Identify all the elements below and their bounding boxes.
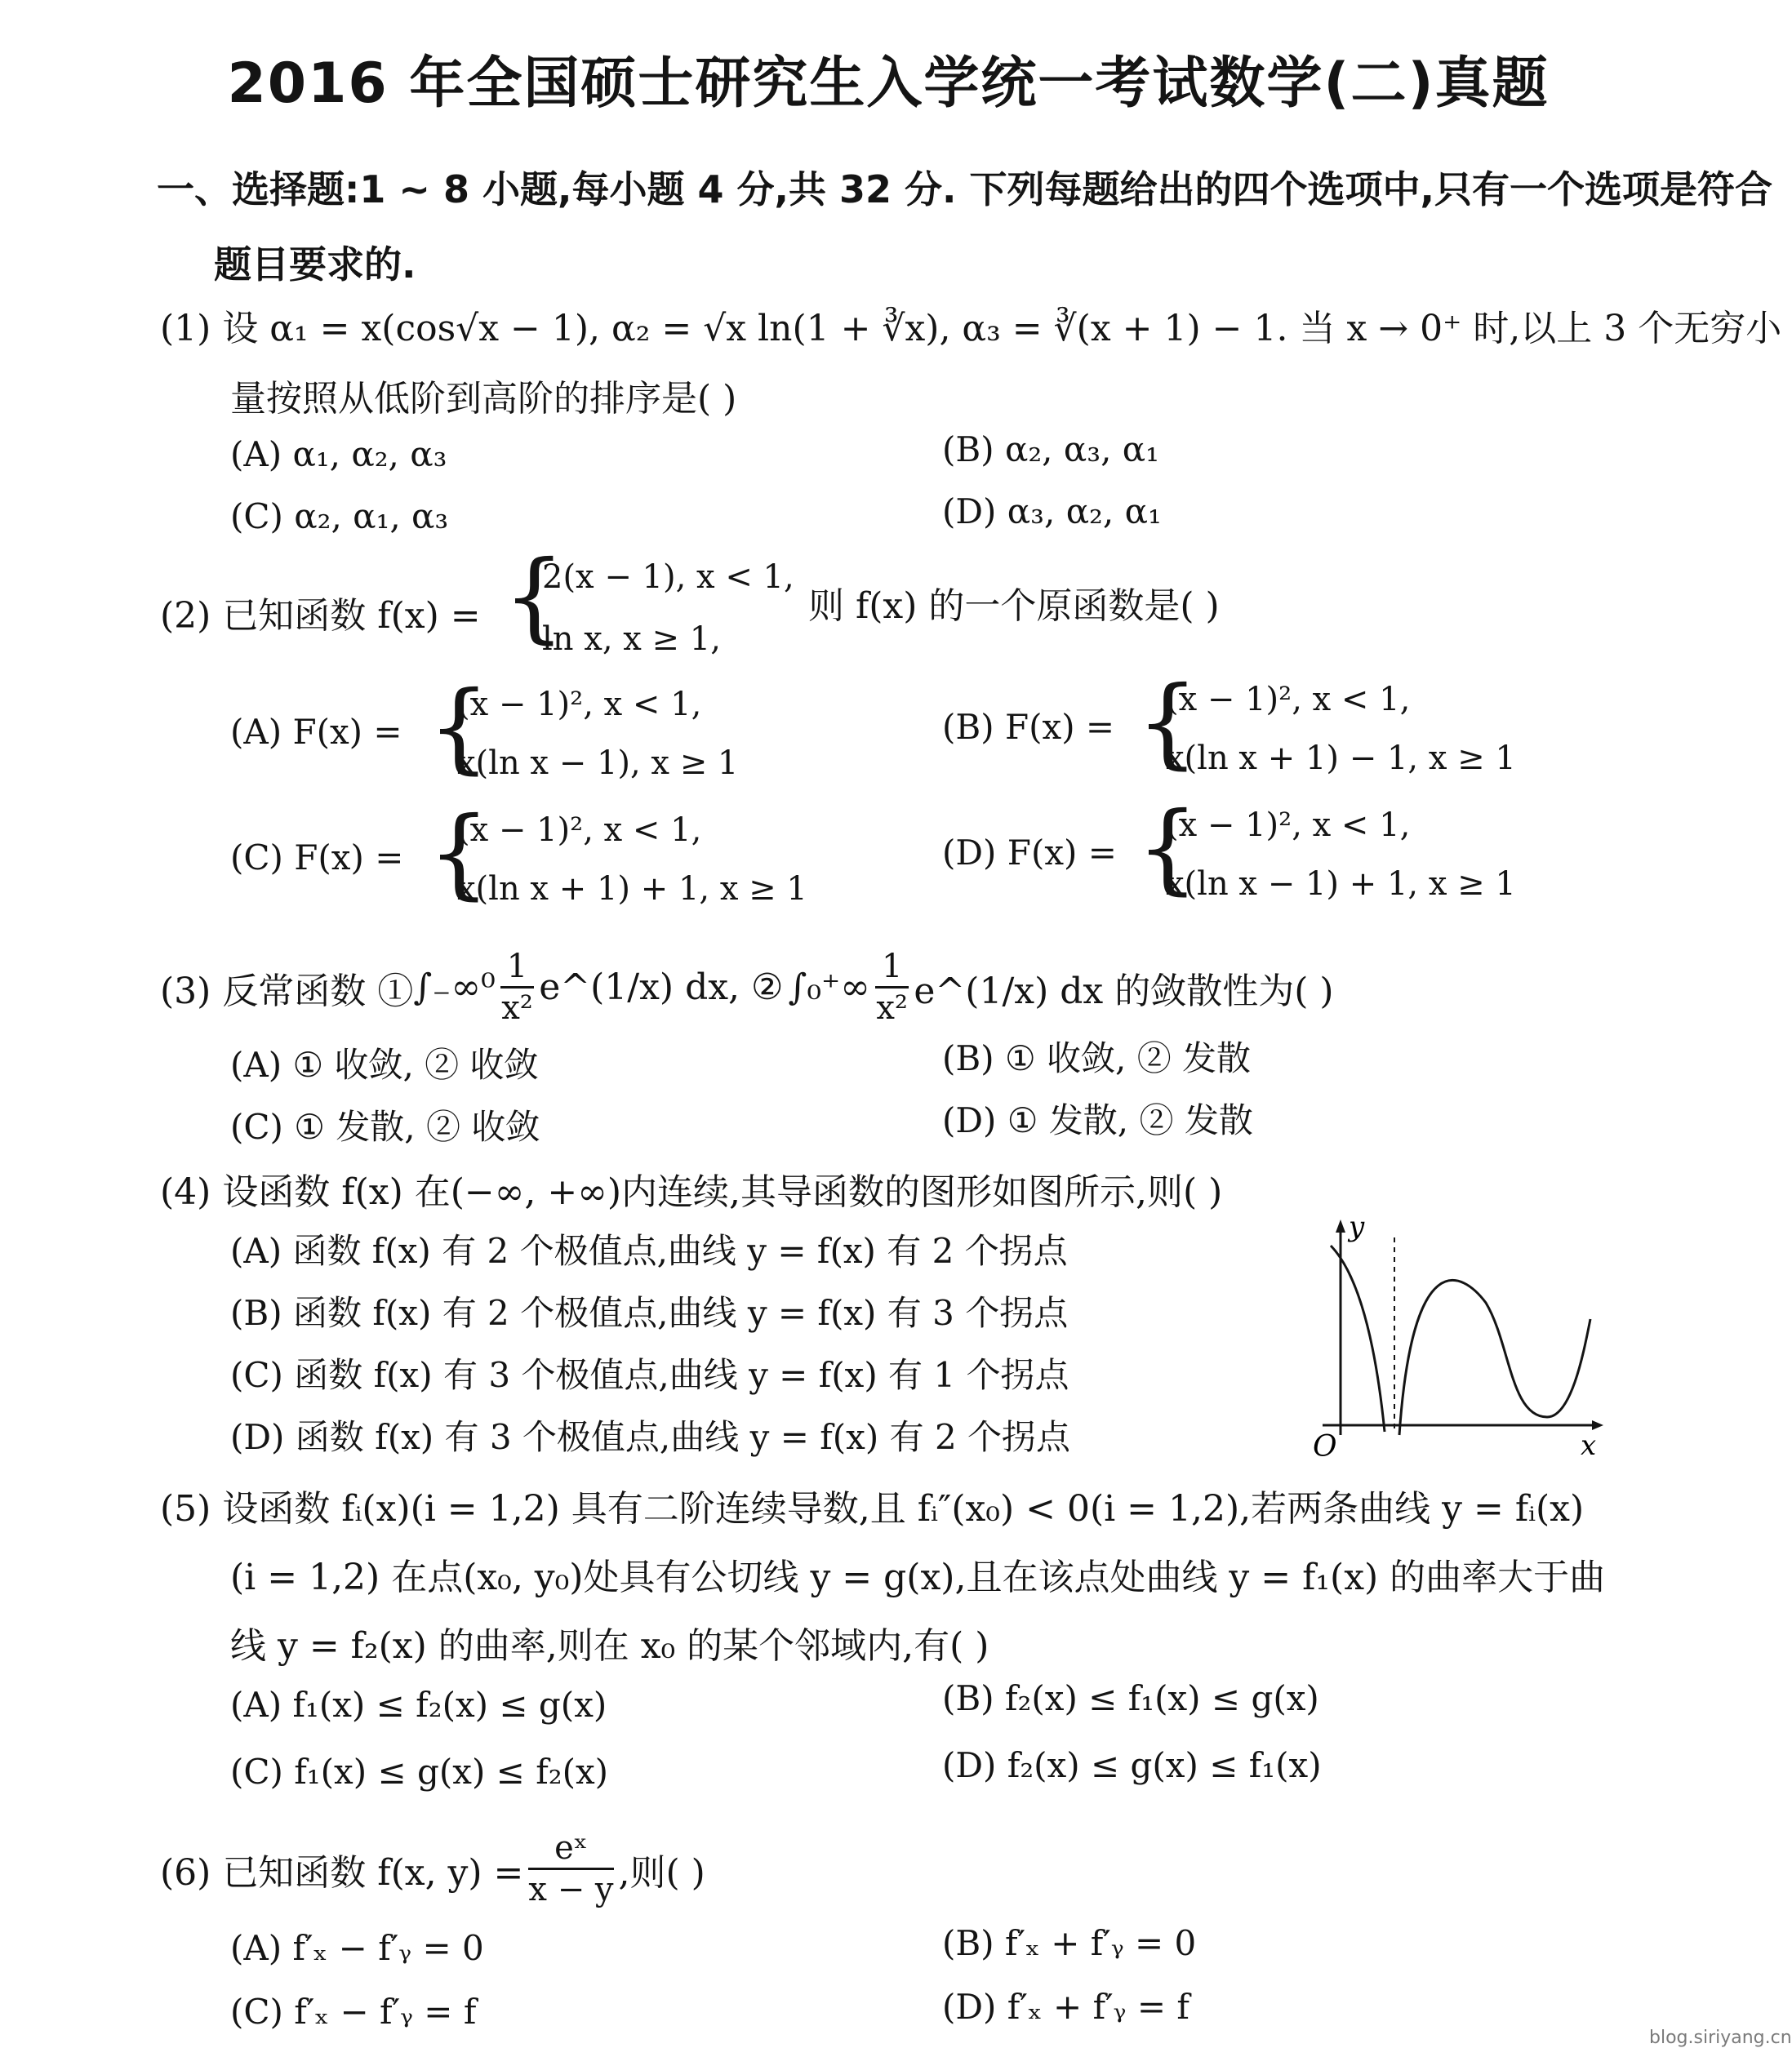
question-6-option-b: (B) f′ₓ + f′ᵧ = 0 xyxy=(942,1923,1197,1963)
question-2-option-d-case-1: (x − 1)², x < 1, xyxy=(1166,806,1411,844)
piecewise-brace: { xyxy=(1136,792,1199,905)
question-4-option-c: (C) 函数 f(x) 有 3 个极值点,曲线 y = f(x) 有 1 个拐点 xyxy=(230,1355,1069,1395)
derivative-curve-right xyxy=(1399,1280,1590,1435)
question-3-tail: e^(1/x) dx 的敛散性为( ) xyxy=(914,970,1334,1012)
derivative-graph xyxy=(1298,1211,1608,1464)
question-3-option-d: (D) ① 发散, ② 发散 xyxy=(942,1100,1253,1140)
page-title: 2016 年全国硕士研究生入学统一考试数学(二)真题 xyxy=(227,51,1550,116)
question-2-case-2: ln x, x ≥ 1, xyxy=(542,620,721,658)
question-4-option-d: (D) 函数 f(x) 有 3 个极值点,曲线 y = f(x) 有 2 个拐点 xyxy=(230,1417,1071,1457)
question-5-option-c: (C) f₁(x) ≤ g(x) ≤ f₂(x) xyxy=(230,1752,609,1792)
piecewise-brace: { xyxy=(428,797,491,910)
integral-1: ∫₋∞⁰ xyxy=(413,966,496,1008)
section-heading: 一、选择题:1 ~ 8 小题,每小题 4 分,共 32 分. 下列每题给出的四个选项中,只有一个选项是符合 xyxy=(157,167,1772,211)
question-4-stem: (4) 设函数 f(x) 在(−∞, +∞)内连续,其导函数的图形如图所示,则( ) xyxy=(160,1171,1223,1213)
question-3-option-b: (B) ① 收敛, ② 发散 xyxy=(942,1038,1252,1078)
question-6-option-c: (C) f′ₓ − f′ᵧ = f xyxy=(230,1992,477,2032)
question-2-option-c-case-1: (x − 1)², x < 1, xyxy=(457,811,702,849)
watermark: blog.siriyang.cn xyxy=(1649,2028,1792,2048)
question-2-option-b-case-2: x(ln x + 1) − 1, x ≥ 1 xyxy=(1166,740,1516,777)
question-6-option-a: (A) f′ₓ − f′ᵧ = 0 xyxy=(230,1928,484,1968)
integral-2: ∫₀⁺∞ xyxy=(788,966,870,1008)
section-heading-cont: 题目要求的. xyxy=(214,242,416,287)
question-4-option-b: (B) 函数 f(x) 有 2 个极值点,曲线 y = f(x) 有 3 个拐点 xyxy=(230,1293,1069,1333)
question-5-option-b: (B) f₂(x) ≤ f₁(x) ≤ g(x) xyxy=(942,1678,1319,1718)
integrand-1: e^(1/x) dx, ② xyxy=(539,966,784,1008)
question-3-option-c: (C) ① 发散, ② 收敛 xyxy=(230,1107,540,1147)
question-1-option-c: (C) α₂, α₁, α₃ xyxy=(230,496,449,536)
question-2-option-c-label: (C) F(x) = xyxy=(230,837,404,877)
fraction-2-den: x² xyxy=(876,989,908,1027)
fraction-2-num: 1 xyxy=(875,947,909,989)
piecewise-brace: { xyxy=(428,671,491,784)
fraction-q6-den: x − y xyxy=(528,1871,614,1908)
fraction-1-num: 1 xyxy=(500,947,534,989)
question-1-stem-cont: 量按照从低阶到高阶的排序是( ) xyxy=(230,378,737,420)
question-6-stem: (6) 已知函数 f(x, y) = xyxy=(160,1851,524,1894)
question-5-option-a: (A) f₁(x) ≤ f₂(x) ≤ g(x) xyxy=(230,1685,607,1725)
fraction-q6-num: eˣ xyxy=(528,1828,613,1870)
y-axis-label: y xyxy=(1349,1211,1365,1243)
fraction-q6 xyxy=(528,1828,613,1909)
question-6-tail: ,则( ) xyxy=(618,1851,705,1894)
question-2-option-a-case-1: (x − 1)², x < 1, xyxy=(457,686,702,723)
origin-label: O xyxy=(1313,1430,1337,1464)
question-1-option-b: (B) α₂, α₃, α₁ xyxy=(942,429,1159,469)
question-2-option-d-case-2: x(ln x − 1) + 1, x ≥ 1 xyxy=(1166,865,1516,903)
question-2-option-d-label: (D) F(x) = xyxy=(942,833,1117,873)
derivative-curve-left xyxy=(1331,1246,1385,1432)
question-3-stem-row xyxy=(160,947,1334,1028)
piecewise-brace: { xyxy=(1136,666,1199,780)
question-5-stem-cont-1: (i = 1,2) 在点(x₀, y₀)处具有公切线 y = g(x),且在该点处曲线 y = f₁(x) 的曲率大于曲 xyxy=(230,1557,1606,1598)
question-2-case-1: 2(x − 1), x < 1, xyxy=(542,558,794,596)
piecewise-brace: { xyxy=(503,540,566,654)
question-6-stem-row xyxy=(160,1828,705,1909)
question-5-stem: (5) 设函数 fᵢ(x)(i = 1,2) 具有二阶连续导数,且 fᵢ″(x₀) < 0(i = 1,2),若两条曲线 y = fᵢ(x) xyxy=(160,1488,1585,1530)
fraction-1 xyxy=(500,947,534,1028)
question-5-stem-cont-2: 线 y = f₂(x) 的曲率,则在 x₀ 的某个邻域内,有( ) xyxy=(230,1625,989,1667)
fraction-1-den: x² xyxy=(501,989,533,1027)
question-2-option-c-case-2: x(ln x + 1) + 1, x ≥ 1 xyxy=(457,870,807,908)
question-2-option-a-label: (A) F(x) = xyxy=(230,712,402,752)
question-1-stem: (1) 设 α₁ = x(cos√x − 1), α₂ = √x ln(1 + ∛x), α₃ = ∛(x + 1) − 1. 当 x → 0⁺ 时,以上 3 个无穷小 xyxy=(160,308,1782,349)
question-2-option-b-label: (B) F(x) = xyxy=(942,707,1115,747)
question-5-option-d: (D) f₂(x) ≤ g(x) ≤ f₁(x) xyxy=(942,1745,1322,1785)
question-2-stem: (2) 已知函数 f(x) = xyxy=(160,595,481,637)
question-4-option-a: (A) 函数 f(x) 有 2 个极值点,曲线 y = f(x) 有 2 个拐点 xyxy=(230,1231,1068,1271)
question-1-option-d: (D) α₃, α₂, α₁ xyxy=(942,491,1162,531)
question-6-option-d: (D) f′ₓ + f′ᵧ = f xyxy=(942,1987,1189,2027)
question-2-tail: 则 f(x) 的一个原函数是( ) xyxy=(808,585,1220,627)
question-2-option-a-case-2: x(ln x − 1), x ≥ 1 xyxy=(457,744,739,782)
fraction-2 xyxy=(875,947,909,1028)
y-axis-arrow xyxy=(1336,1220,1345,1233)
x-axis-label: x xyxy=(1581,1429,1597,1462)
question-2-option-b-case-1: (x − 1)², x < 1, xyxy=(1166,681,1411,718)
question-3-stem: (3) 反常函数 ① xyxy=(160,970,414,1012)
question-3-option-a: (A) ① 收敛, ② 收敛 xyxy=(230,1045,539,1085)
question-1-option-a: (A) α₁, α₂, α₃ xyxy=(230,434,447,474)
